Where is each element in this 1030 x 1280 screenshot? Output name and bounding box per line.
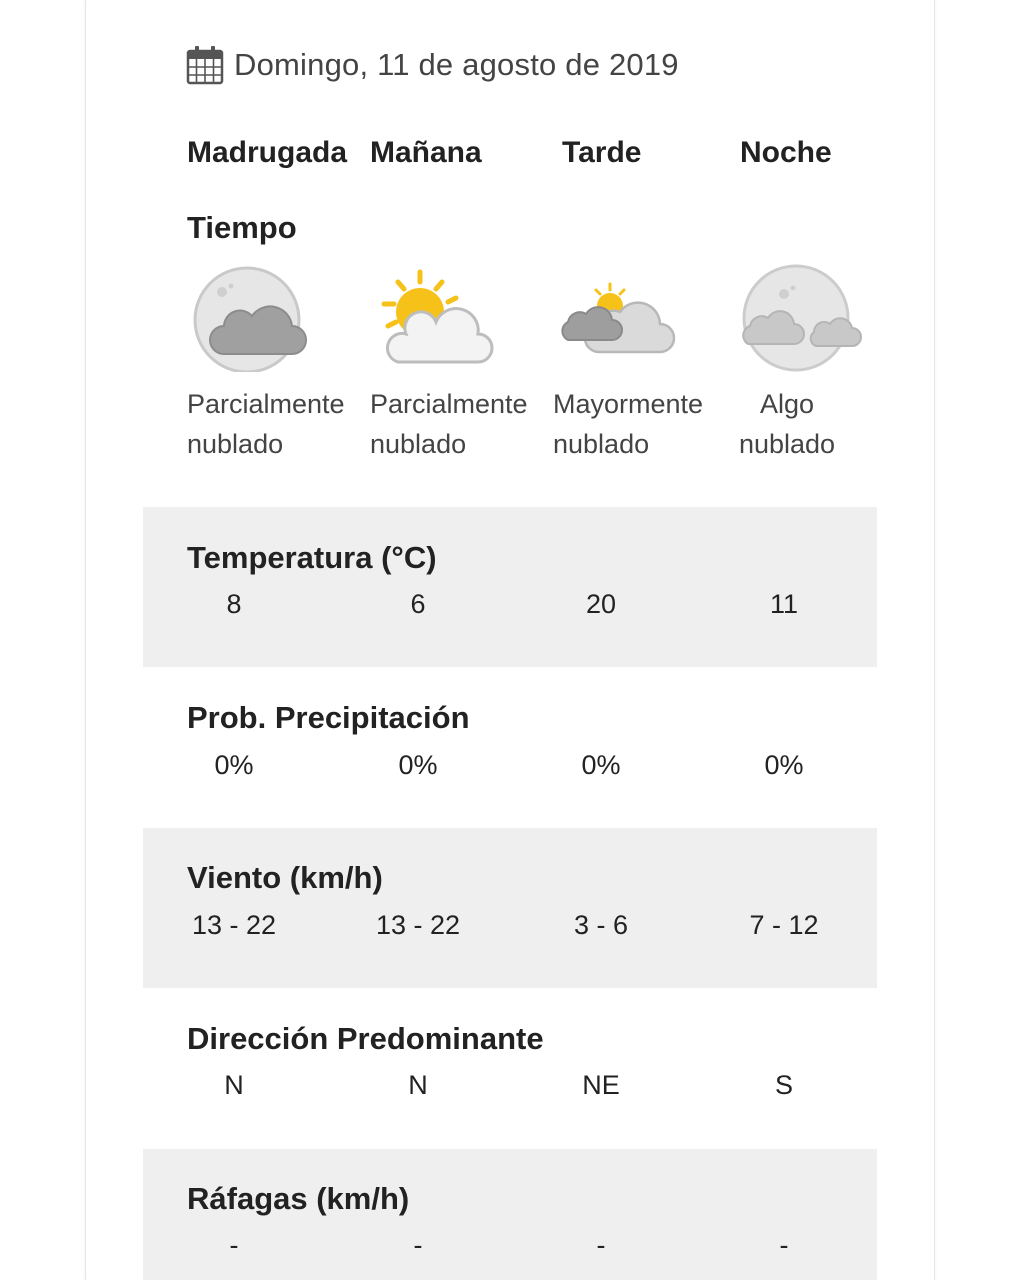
direction-value: NE (582, 1070, 620, 1100)
period-manana: Mañana (370, 136, 482, 169)
weather-title: Tiempo (187, 210, 297, 245)
date-text: Domingo, 11 de agosto de 2019 (234, 47, 679, 82)
wind-value: 13 - 22 (375, 910, 461, 940)
temperature-value: 11 (769, 589, 799, 619)
wind-title: Viento (km/h) (187, 860, 383, 895)
wind-band (143, 828, 877, 988)
gusts-title: Ráfagas (km/h) (187, 1181, 410, 1216)
moon-cloud-icon (184, 262, 314, 372)
desc-line2: nublado (187, 429, 284, 459)
temperature-value: 6 (410, 589, 426, 619)
wind-value: 7 - 12 (749, 910, 819, 940)
gusts-value: - (596, 1230, 606, 1260)
desc-line2: nublado (553, 429, 650, 459)
desc-line1: Algo (759, 389, 815, 419)
moon-light-cloud-icon (738, 262, 868, 372)
gusts-value: - (229, 1230, 239, 1260)
gusts-value: - (413, 1230, 423, 1260)
weather-desc-noche (736, 384, 838, 464)
desc-line2: nublado (738, 429, 836, 459)
weather-desc-manana (370, 384, 528, 464)
wind-value: 13 - 22 (191, 910, 277, 940)
weather-desc-tarde (553, 384, 703, 464)
direction-title: Dirección Predominante (187, 1021, 544, 1056)
period-tarde: Tarde (562, 136, 642, 169)
sun-cloud-icon (368, 262, 498, 372)
direction-value: N (224, 1070, 244, 1100)
calendar-icon (186, 45, 224, 85)
precipitation-value: 0% (581, 750, 621, 780)
temperature-title: Temperatura (°C) (187, 540, 437, 575)
sun-mostly-cloudy-icon (552, 262, 682, 372)
period-madrugada: Madrugada (187, 136, 348, 169)
weather-desc-madrugada (187, 384, 345, 464)
wind-value: 3 - 6 (573, 910, 629, 940)
precipitation-value: 0% (398, 750, 438, 780)
desc-line1: Parcialmente (370, 389, 528, 419)
date-header (186, 42, 679, 88)
temperature-band (143, 507, 877, 667)
direction-value: N (408, 1070, 428, 1100)
temperature-value: 20 (585, 589, 617, 619)
temperature-value: 8 (226, 589, 242, 619)
precipitation-value: 0% (214, 750, 254, 780)
precipitation-title: Prob. Precipitación (187, 700, 470, 735)
direction-value: S (774, 1070, 793, 1100)
desc-line2: nublado (370, 429, 467, 459)
period-noche: Noche (740, 136, 832, 169)
gusts-value: - (779, 1230, 789, 1260)
desc-line1: Parcialmente (187, 389, 345, 419)
desc-line1: Mayormente (553, 389, 704, 419)
precipitation-value: 0% (764, 750, 804, 780)
